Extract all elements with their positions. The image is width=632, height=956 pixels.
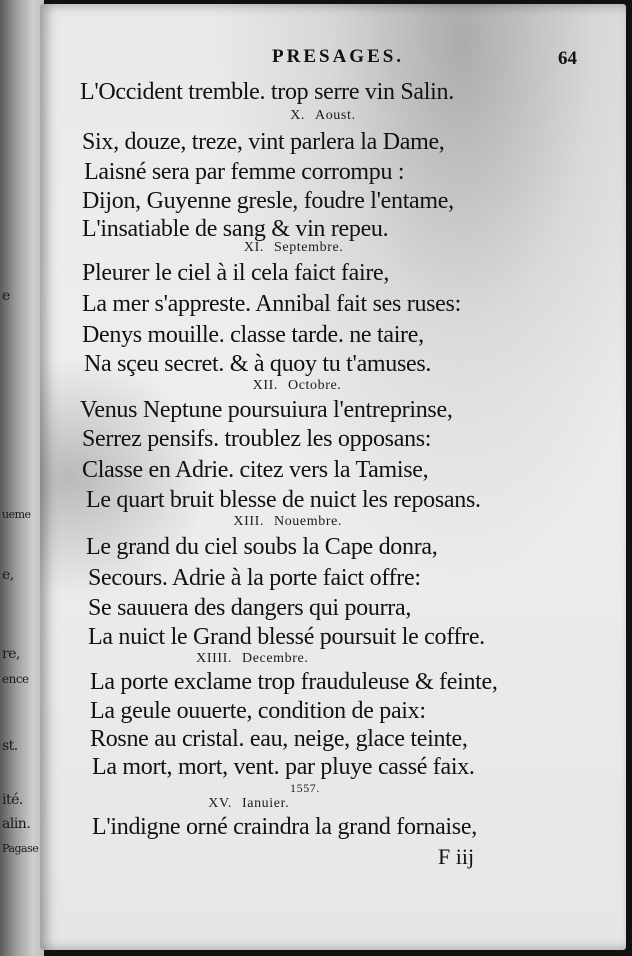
verse-line: Rosne au cristal. eau, neige, glace teinte, <box>90 726 468 752</box>
quatrain-heading <box>194 514 342 530</box>
verse-line: Venus Neptune poursuiura l'entreprinse, <box>80 397 453 423</box>
page-number: 64 <box>558 48 577 69</box>
verse-line: Classe en Adrie. citez vers la Tamise, <box>82 457 429 483</box>
quatrain-heading <box>208 378 341 394</box>
quatrain-heading <box>235 108 356 124</box>
quatrain-numeral: XII. <box>252 378 278 393</box>
verse-line: Denys mouille. classe tarde. ne taire, <box>82 322 424 348</box>
year-mark: 1557. <box>290 781 320 795</box>
verse-line: La geule ouuerte, condition de paix: <box>90 698 426 724</box>
facing-page-edge <box>0 0 44 956</box>
quatrain-numeral: XI. <box>243 240 264 255</box>
verse-line: Laisné sera par femme corrompu : <box>84 159 405 185</box>
quatrain-numeral: XV. <box>208 796 232 811</box>
verse-line: La mer s'appreste. Annibal fait ses ruses: <box>82 291 461 317</box>
facing-fragment: ité. <box>2 792 23 808</box>
quatrain-heading <box>194 240 343 256</box>
verse-line: La mort, mort, vent. par pluye cassé faix. <box>92 754 475 780</box>
facing-fragment: e <box>2 288 10 304</box>
facing-fragment: ueme <box>2 508 31 521</box>
verse-line: L'Occident tremble. trop serre vin Salin. <box>80 79 454 105</box>
verse-line: L'insatiable de sang & vin repeu. <box>82 216 389 242</box>
facing-fragment: Pagase <box>2 842 39 855</box>
verse-line: Na sçeu secret. & à quoy tu t'amuses. <box>84 351 432 377</box>
verse-line: L'indigne orné craindra la grand fornaise, <box>92 814 477 840</box>
quatrain-heading <box>162 796 289 812</box>
verse-line: La porte exclame trop frauduleuse & feinte, <box>90 669 498 695</box>
verse-line: Se sauuera des dangers qui pourra, <box>88 595 412 621</box>
facing-fragment: ence <box>2 672 29 686</box>
quatrain-month: Ianuier. <box>242 796 290 811</box>
quatrain-numeral: XIII. <box>233 514 264 529</box>
quatrain-numeral: X. <box>290 108 305 123</box>
quatrain-month: Septembre. <box>274 240 344 255</box>
verse-line: Secours. Adrie à la porte faict offre: <box>88 565 421 591</box>
facing-fragment: e, <box>2 567 14 583</box>
verse-line: Le quart bruit blesse de nuict les reposans. <box>86 487 481 513</box>
verse-line: Dijon, Guyenne gresle, foudre l'entame, <box>82 188 454 214</box>
quatrain-month: Octobre. <box>288 378 342 393</box>
quatrain-month: Decembre. <box>242 651 309 666</box>
book-page <box>40 4 626 950</box>
running-head: PRESAGES. <box>272 46 405 67</box>
verse-line: Le grand du ciel soubs la Cape donra, <box>86 534 438 560</box>
facing-fragment: re, <box>2 646 20 662</box>
facing-fragment: st. <box>2 738 18 754</box>
quatrain-month: Nouembre. <box>274 514 342 529</box>
facing-fragment: alin. <box>2 816 31 832</box>
verse-line: Pleurer le ciel à il cela faict faire, <box>82 260 390 286</box>
verse-line: Six, douze, treze, vint parlera la Dame, <box>82 129 445 155</box>
quatrain-numeral: XIIII. <box>196 651 232 666</box>
verse-line: La nuict le Grand blessé poursuit le coffre. <box>88 624 485 650</box>
quatrain-heading <box>162 651 308 667</box>
verse-line: Serrez pensifs. troublez les opposans: <box>82 426 432 452</box>
quatrain-month: Aoust. <box>315 108 356 123</box>
signature-mark: F iij <box>438 844 475 869</box>
